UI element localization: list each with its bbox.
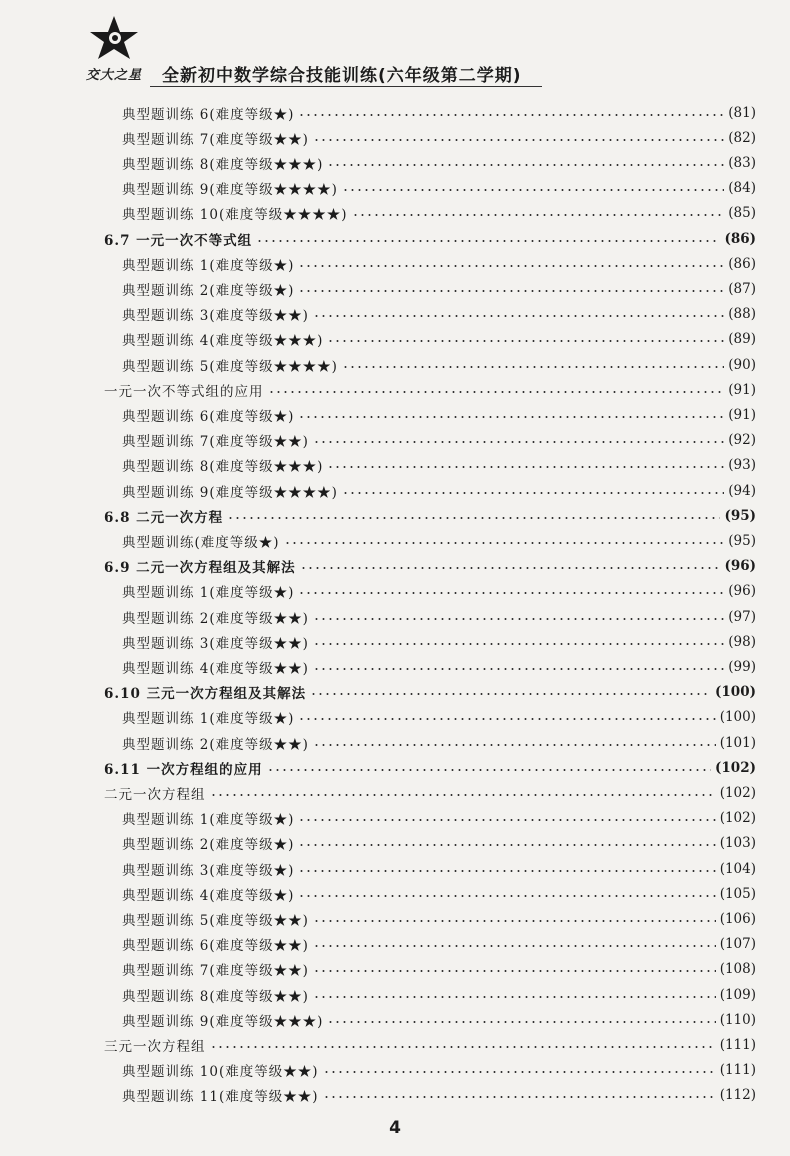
toc-entry-label: 典型题训练 3(难度等级★)	[122, 862, 295, 879]
toc-entry-label: 典型题训练 6(难度等级★)	[122, 408, 295, 425]
toc-entry	[122, 831, 756, 856]
toc-entry-label: 典型题训练 7(难度等级★★)	[122, 434, 309, 451]
dot-leader	[342, 189, 724, 191]
toc-entry-label: 典型题训练 10(难度等级★★)	[122, 1064, 319, 1081]
toc-page-number: (102)	[719, 810, 756, 827]
toc-page-number: (86)	[728, 255, 756, 272]
toc-entry-label: 典型题训练 1(难度等级★)	[122, 812, 295, 829]
toc-entry-label: 6.11 一次方程组的应用	[104, 761, 263, 778]
toc-entry-label: 典型题训练 4(难度等级★★)	[122, 660, 309, 677]
toc-page-number: (111)	[719, 1062, 756, 1079]
toc-entry	[122, 932, 756, 957]
dot-leader	[227, 517, 720, 519]
toc-page-number: (91)	[728, 381, 756, 398]
toc-page-number: (105)	[719, 885, 756, 902]
toc-page-number: (109)	[719, 986, 756, 1003]
toc-entry	[122, 629, 756, 654]
toc-entry-label: 典型题训练 9(难度等级★★★★)	[122, 182, 338, 199]
toc-page-number: (110)	[719, 1011, 756, 1028]
toc-entry-label: 二元一次方程组	[104, 786, 206, 803]
toc-entry-label: 典型题训练 5(难度等级★★)	[122, 912, 309, 929]
dot-leader	[298, 290, 724, 292]
toc-entry-label: 典型题训练 8(难度等级★★★)	[122, 459, 324, 476]
toc-entry	[122, 100, 756, 125]
toc-page-number: (100)	[719, 709, 756, 726]
toc-entry	[122, 654, 756, 679]
toc-page-number: (86)	[724, 230, 756, 247]
toc-heading	[104, 503, 756, 528]
toc-entry	[122, 176, 756, 201]
toc-page-number: (111)	[719, 1036, 756, 1053]
toc-entry-label: 6.10 三元一次方程组及其解法	[104, 686, 307, 703]
toc-heading	[104, 1032, 756, 1057]
toc-entry-label: 典型题训练 9(难度等级★★★★)	[122, 484, 338, 501]
toc-page-number: (104)	[719, 860, 756, 877]
dot-leader	[342, 492, 724, 494]
dot-leader	[323, 1096, 716, 1098]
toc-entry	[122, 604, 756, 629]
toc-entry-label: 典型题训练 6(难度等级★★)	[122, 938, 309, 955]
toc-entry-label: 典型题训练 8(难度等级★★★)	[122, 156, 324, 173]
toc-heading	[104, 755, 756, 780]
logo-text: 交大之星	[86, 68, 143, 83]
toc-entry	[122, 201, 756, 226]
toc-entry-label: 典型题训练 2(难度等级★)	[122, 837, 295, 854]
dot-leader	[327, 164, 724, 166]
toc-entry-label: 典型题训练 8(难度等级★★)	[122, 988, 309, 1005]
header-divider	[150, 86, 542, 87]
toc-page-number: (93)	[728, 457, 756, 474]
dot-leader	[323, 1071, 716, 1073]
toc-page-number: (100)	[715, 684, 756, 701]
toc-page-number: (96)	[724, 558, 756, 575]
dot-leader	[298, 819, 715, 821]
dot-leader	[313, 744, 716, 746]
dot-leader	[313, 996, 716, 998]
toc-entry-label: 典型题训练 4(难度等级★)	[122, 887, 295, 904]
toc-page-number: (102)	[715, 759, 756, 776]
dot-leader	[298, 592, 724, 594]
toc-entry-label: 典型题训练 11(难度等级★★)	[122, 1089, 319, 1106]
toc-entry	[122, 251, 756, 276]
toc-entry	[122, 982, 756, 1007]
toc-entry	[122, 705, 756, 730]
toc-page-number: (83)	[728, 154, 756, 171]
dot-leader	[298, 416, 724, 418]
toc-heading	[104, 226, 756, 251]
dot-leader	[313, 920, 716, 922]
toc-page-number: (112)	[719, 1087, 756, 1104]
dot-leader	[284, 542, 725, 544]
toc-page-number: (89)	[728, 331, 756, 348]
toc-heading	[104, 680, 756, 705]
dot-leader	[298, 265, 724, 267]
toc-entry	[122, 428, 756, 453]
toc-entry	[122, 856, 756, 881]
toc-entry-label: 典型题训练(难度等级★)	[122, 534, 280, 551]
toc-entry	[122, 1083, 756, 1108]
toc-page-number: (102)	[719, 784, 756, 801]
toc-entry	[122, 906, 756, 931]
toc-entry	[122, 402, 756, 427]
toc-entry-label: 典型题训练 1(难度等级★)	[122, 711, 295, 728]
toc-entry	[122, 528, 756, 553]
toc-page-number: (98)	[728, 633, 756, 650]
dot-leader	[327, 340, 724, 342]
toc-entry	[122, 478, 756, 503]
dot-leader	[313, 139, 724, 141]
dot-leader	[256, 240, 720, 242]
toc-entry	[122, 806, 756, 831]
toc-page-number: (90)	[728, 356, 756, 373]
toc-page-number: (81)	[728, 104, 756, 121]
toc-page-number: (91)	[728, 406, 756, 423]
star-logo-icon	[84, 14, 144, 62]
toc-entry-label: 典型题训练 9(难度等级★★★)	[122, 1013, 324, 1030]
toc-entry-label: 6.9 二元一次方程组及其解法	[104, 560, 296, 577]
toc-entry	[122, 1007, 756, 1032]
toc-page-number: (87)	[728, 280, 756, 297]
toc-entry	[122, 352, 756, 377]
toc-page-number: (101)	[719, 734, 756, 751]
toc-entry-label: 典型题训练 2(难度等级★★)	[122, 610, 309, 627]
page-number: 4	[389, 1118, 401, 1138]
toc-page-number: (97)	[728, 608, 756, 625]
dot-leader	[300, 567, 721, 569]
dot-leader	[313, 643, 724, 645]
toc-entry	[122, 881, 756, 906]
toc-entry-label: 典型题训练 2(难度等级★)	[122, 282, 295, 299]
toc-page-number: (92)	[728, 432, 756, 449]
dot-leader	[210, 794, 716, 796]
dot-leader	[310, 693, 711, 695]
toc-page-number: (106)	[719, 910, 756, 927]
toc-page-number: (88)	[728, 306, 756, 323]
toc-entry	[122, 150, 756, 175]
page-header	[0, 0, 790, 92]
toc-page-number: (94)	[728, 482, 756, 499]
toc-entry-label: 6.8 二元一次方程	[104, 509, 224, 526]
toc-entry-label: 三元一次方程组	[104, 1038, 206, 1055]
toc-entry-label: 典型题训练 1(难度等级★)	[122, 585, 295, 602]
toc-entry-label: 典型题训练 6(难度等级★)	[122, 106, 295, 123]
dot-leader	[313, 970, 716, 972]
dot-leader	[352, 214, 725, 216]
toc-entry-label: 典型题训练 7(难度等级★★)	[122, 131, 309, 148]
toc-entry	[122, 327, 756, 352]
toc-entry-label: 典型题训练 2(难度等级★★)	[122, 736, 309, 753]
dot-leader	[327, 466, 724, 468]
toc-page-number: (108)	[719, 961, 756, 978]
toc-entry	[122, 302, 756, 327]
dot-leader	[298, 895, 715, 897]
toc-page-number: (95)	[724, 507, 756, 524]
toc-entry-label: 典型题训练 7(难度等级★★)	[122, 963, 309, 980]
toc-entry-label: 典型题训练 10(难度等级★★★★)	[122, 207, 348, 224]
dot-leader	[313, 945, 716, 947]
dot-leader	[298, 844, 715, 846]
toc-page-number: (96)	[728, 583, 756, 600]
book-title: 全新初中数学综合技能训练(六年级第二学期)	[162, 66, 522, 86]
toc-entry-label: 典型题训练 1(难度等级★)	[122, 257, 295, 274]
toc-page-number: (99)	[728, 658, 756, 675]
toc-page-number: (82)	[728, 129, 756, 146]
toc-page-number: (107)	[719, 936, 756, 953]
dot-leader	[298, 114, 724, 116]
toc-page-number: (103)	[719, 835, 756, 852]
toc-entry	[122, 1058, 756, 1083]
dot-leader	[267, 769, 711, 771]
toc-entry	[122, 276, 756, 301]
dot-leader	[210, 1046, 716, 1048]
toc-entry	[122, 730, 756, 755]
toc-page-number: (95)	[728, 532, 756, 549]
dot-leader	[313, 668, 724, 670]
dot-leader	[298, 718, 715, 720]
dot-leader	[327, 1021, 715, 1023]
dot-leader	[313, 618, 724, 620]
dot-leader	[313, 441, 724, 443]
toc-entry	[122, 453, 756, 478]
toc-heading	[104, 377, 756, 402]
dot-leader	[313, 315, 724, 317]
toc-entry-label: 典型题训练 4(难度等级★★★)	[122, 333, 324, 350]
toc-entry-label: 典型题训练 3(难度等级★★)	[122, 635, 309, 652]
dot-leader	[298, 870, 715, 872]
toc-entry	[122, 579, 756, 604]
toc-entry-label: 一元一次不等式组的应用	[104, 383, 264, 400]
toc-heading	[104, 554, 756, 579]
dot-leader	[268, 391, 725, 393]
toc-entry	[122, 125, 756, 150]
toc-entry-label: 6.7 一元一次不等式组	[104, 232, 253, 249]
toc-entry	[122, 957, 756, 982]
toc-entry-label: 典型题训练 5(难度等级★★★★)	[122, 358, 338, 375]
dot-leader	[342, 366, 724, 368]
toc-page-number: (85)	[728, 205, 756, 222]
toc-page-number: (84)	[728, 180, 756, 197]
toc-heading	[104, 780, 756, 805]
toc-entry-label: 典型题训练 3(难度等级★★)	[122, 308, 309, 325]
